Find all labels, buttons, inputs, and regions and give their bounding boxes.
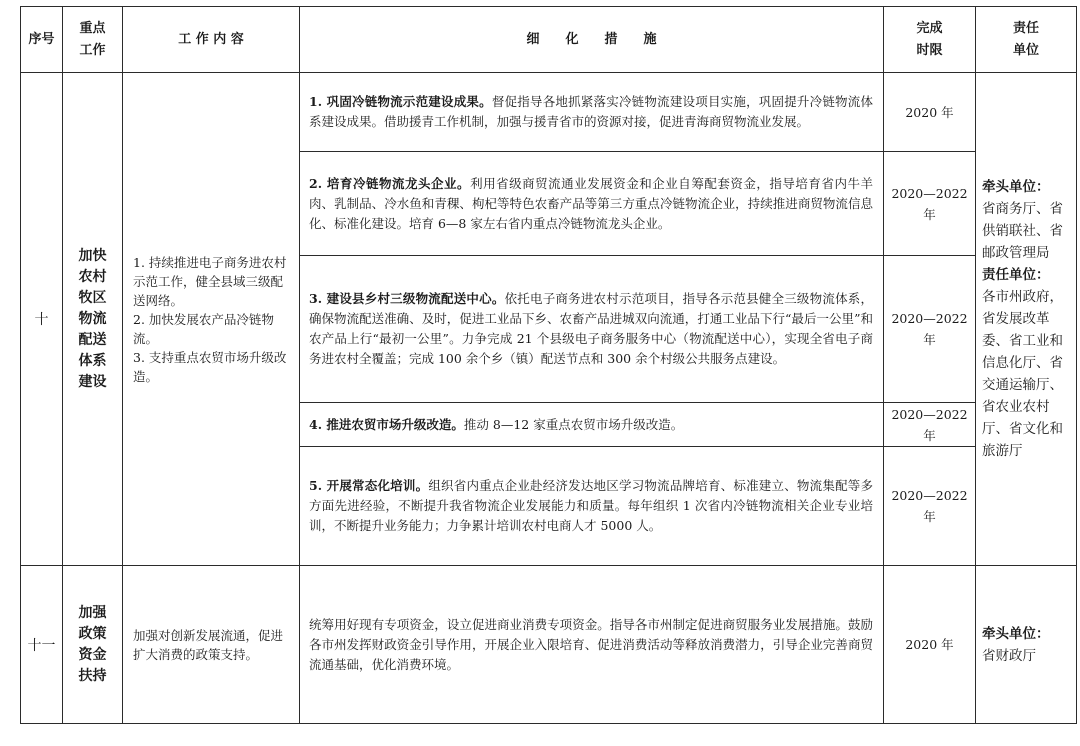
responsible-unit-cell	[976, 73, 1077, 566]
work-content-cell	[123, 566, 300, 724]
header-unit-line1: 责任	[1012, 20, 1039, 36]
work-item: 2. 加快发展农产品冷链物流。	[133, 311, 274, 346]
measure-title: 4. 推进农贸市场升级改造。	[309, 416, 464, 432]
measure-title: 3. 建设县乡村三级物流配送中心。	[309, 291, 505, 306]
key-work-cell	[63, 566, 123, 724]
header-deadline	[884, 7, 976, 73]
measure-text: 组织省内重点企业赴经济发达地区学习物流品牌培育、标准建立、物流集配等多方面先进经验，不断提升我省物流企业发展能力和质量。每年组织 1 次省内冷链物流相关企业专业培训，不断提升业务能力；力争累计培训农村电商人才 5000 人。	[309, 478, 873, 533]
deadline-cell: 2020—2022 年	[884, 403, 976, 447]
measure-cell	[300, 403, 884, 447]
key-work-char: 扶持	[78, 667, 107, 684]
row-number: 十一	[21, 566, 63, 724]
header-content: 工 作 内 容	[123, 7, 300, 73]
measure-cell	[300, 256, 884, 403]
key-work-char: 物流	[78, 310, 107, 327]
responsible-unit-label: 责任单位：	[982, 267, 1050, 283]
header-key-work-line2: 工作	[79, 42, 106, 58]
responsible-unit-cell	[976, 566, 1077, 724]
deadline-cell: 2020 年	[884, 73, 976, 152]
key-work-char: 配送	[78, 331, 107, 348]
measure-cell	[300, 447, 884, 566]
measure-text: 统筹用好现有专项资金，设立促进商业消费专项资金。指导各市州制定促进商贸服务业发展措施。鼓励各市州发挥财政资金引导作用，开展企业入限培育、促进消费活动等释放消费潜力，引导企业完善商贸流通基础，优化消费环境。	[309, 616, 873, 672]
header-key-work-line1: 重点	[79, 20, 106, 36]
key-work-cell	[63, 73, 123, 566]
responsible-unit-text: 各市州政府，省发展改革委、省工业和信息化厅、省交通运输厅、省农业农村厅、省文化和旅游厅	[982, 289, 1063, 459]
work-content-cell	[123, 73, 300, 566]
key-work-char: 建设	[78, 373, 107, 390]
header-unit	[976, 7, 1077, 73]
measure-title: 1. 巩固冷链物流示范建设成果。	[309, 94, 492, 109]
key-work-char: 牧区	[78, 289, 107, 306]
measure-text: 推动 8—12 家重点农贸市场升级改造。	[463, 416, 684, 432]
lead-unit-text: 省财政厅	[982, 647, 1036, 664]
work-plan-table	[20, 6, 1077, 724]
header-unit-line2: 单位	[1012, 42, 1039, 58]
measure-text: 督促指导各地抓紧落实冷链物流建设项目实施，巩固提升冷链物流体系建设成果。借助援青工作机制，加强与援青省市的资源对接，促进青海商贸物流业发展。	[309, 94, 873, 129]
key-work-char: 农村	[78, 268, 107, 285]
measure-title: 2. 培育冷链物流龙头企业。	[309, 175, 471, 191]
deadline-cell: 2020 年	[884, 566, 976, 724]
table-row	[21, 566, 1077, 724]
measure-title: 5. 开展常态化培训。	[309, 478, 429, 493]
work-item: 加强对创新发展流通，促进扩大消费的政策支持。	[133, 627, 284, 662]
deadline-cell: 2020—2022 年	[884, 256, 976, 403]
header-deadline-line2: 时限	[916, 42, 943, 58]
header-row	[21, 7, 1077, 73]
header-seq: 序号	[21, 7, 63, 73]
header-measures: 细 化 措 施	[300, 7, 884, 73]
work-item: 3. 支持重点农贸市场升级改造。	[133, 349, 287, 384]
lead-unit-label: 牵头单位：	[982, 179, 1050, 195]
measure-text: 依托电子商务进农村示范项目，指导各示范县健全三级物流体系，确保物流配送准确、及时，促进工业品下乡、农畜产品进城双向流通，打通工业品下行“最后一公里”和农产品上行“最初一公里”。力争完成 21 个县级电子商务服务中心（物流配送中心），实现全省电子商务进农村全覆盖；完成 100 余个乡（镇）配送节点和 300 余个村级公共服务点建设。	[309, 291, 873, 366]
measure-cell	[300, 73, 884, 152]
measure-cell	[300, 566, 884, 724]
key-work-char: 政策	[78, 625, 107, 642]
key-work-char: 体系	[78, 352, 107, 369]
header-key-work	[63, 7, 123, 73]
key-work-char: 加快	[78, 247, 107, 264]
measure-text: 利用省级商贸流通业发展资金和企业自筹配套资金，指导培育省内牛羊肉、乳制品、冷水鱼和青稞、枸杞等特色农畜产品等第三方重点冷链物流企业，持续推进商贸物流信息化、标准化建设。培育 6—8 家左右省内重点冷链物流龙头企业。	[309, 175, 873, 231]
lead-unit-text: 省商务厅、省供销联社、省邮政管理局	[982, 201, 1063, 261]
table-row	[21, 73, 1077, 152]
deadline-cell: 2020—2022 年	[884, 447, 976, 566]
row-number: 十	[21, 73, 63, 566]
deadline-cell: 2020—2022 年	[884, 152, 976, 256]
key-work-char: 资金	[78, 646, 107, 663]
measure-cell	[300, 152, 884, 256]
lead-unit-label: 牵头单位：	[982, 625, 1050, 642]
key-work-char: 加强	[78, 604, 107, 621]
work-item: 1. 持续推进电子商务进农村示范工作，健全县域三级配送网络。	[133, 254, 287, 308]
header-deadline-line1: 完成	[916, 20, 943, 36]
